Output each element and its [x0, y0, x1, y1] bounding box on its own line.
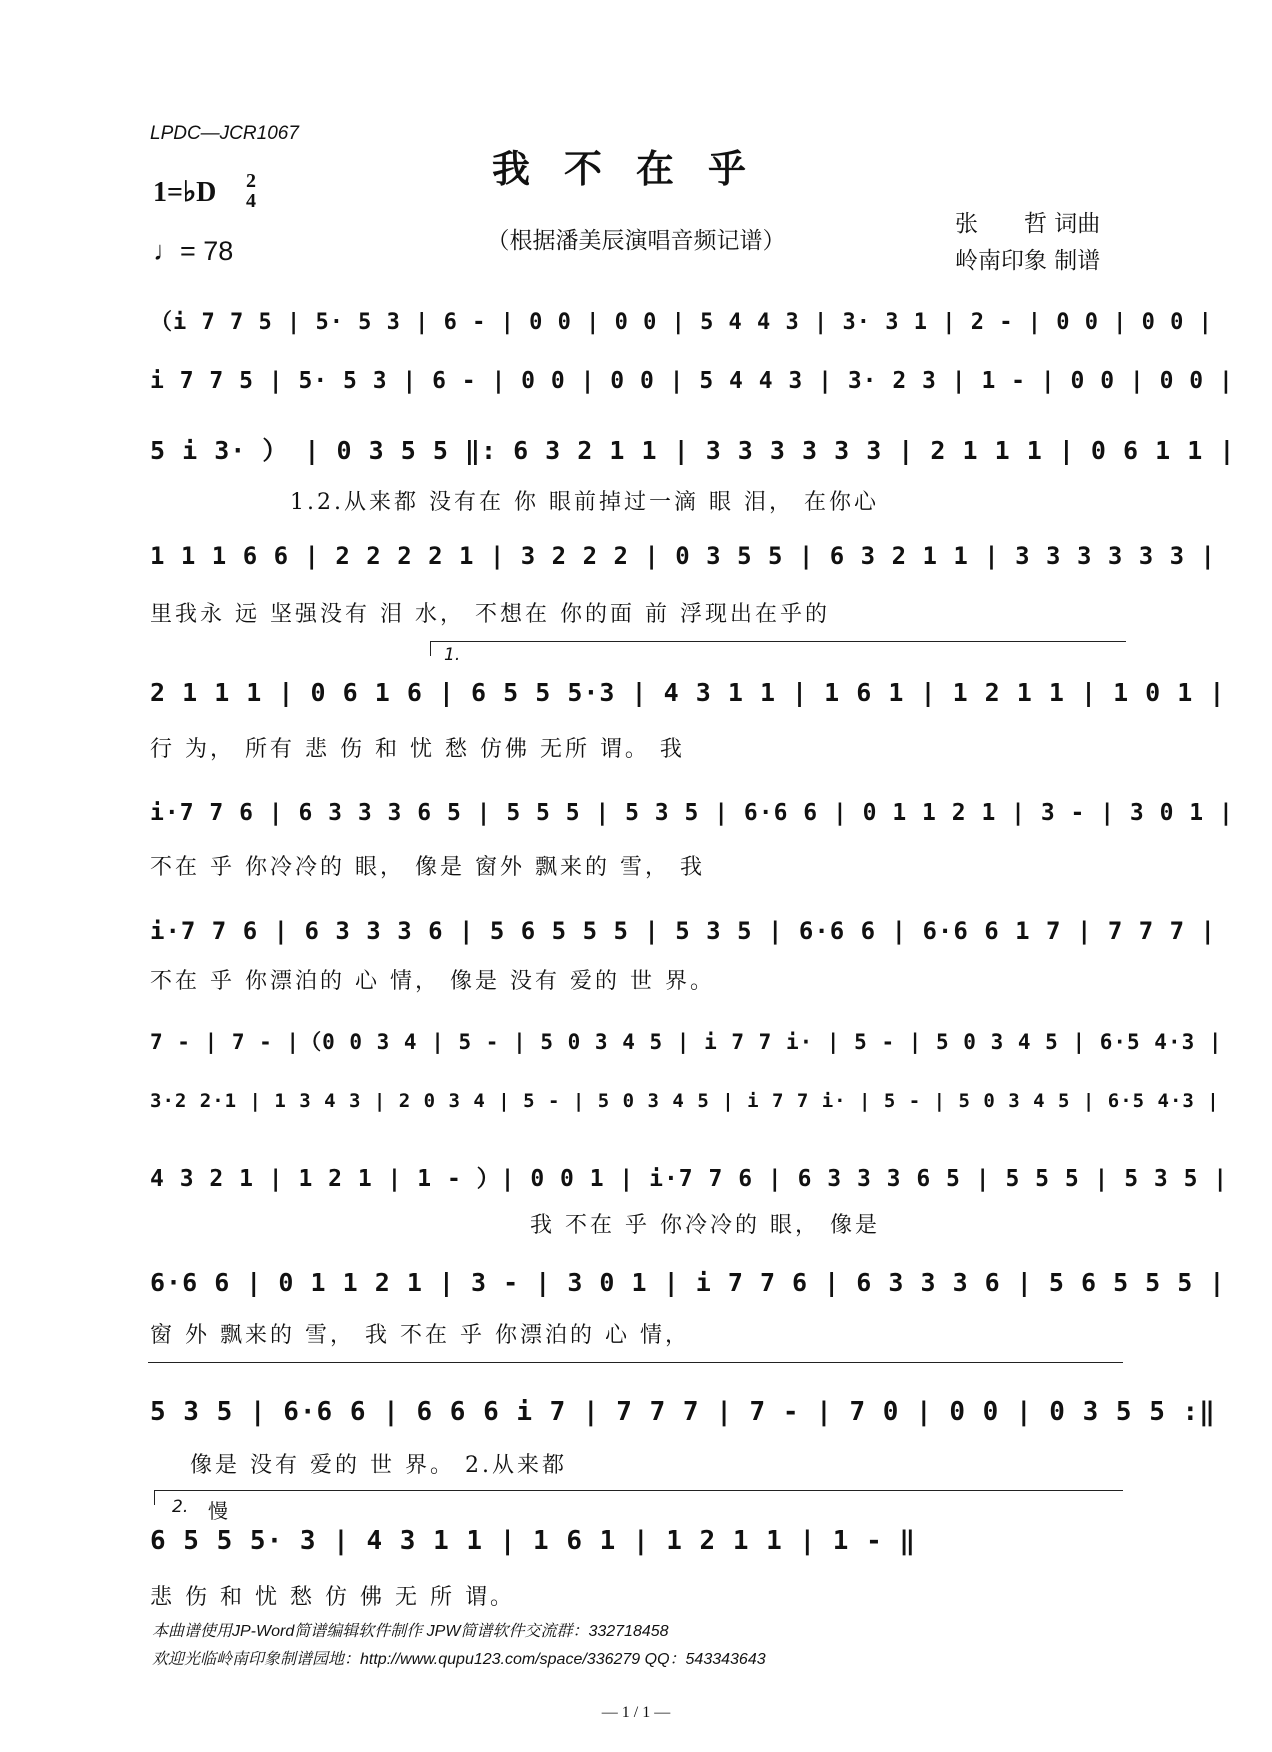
score-line-3-notes: 5 i 3· ） | 0 3 5 5 ‖: 6 3 2 1 1 | 3 3 3 3 3 3 | 2 1 1 1 | 0 6 1 1 |: [150, 436, 1236, 465]
volta-bracket-1: [430, 641, 1126, 656]
score-line-13-lyrics: 悲 伤 和 忧 愁 仿 佛 无 所 谓。: [150, 1585, 515, 1610]
volta-bracket-2: [154, 1490, 1123, 1505]
score-line-5-notes: 2 1 1 1 | 0 6 1 6 | 6 5 5 5·3 | 4 3 1 1 | 1 6 1 | 1 2 1 1 | 1 0 1 |: [150, 678, 1226, 707]
tempo-marking: ♩= 78: [153, 236, 234, 266]
score-line-12-lyrics: 像是 没有 爱的 世 界。 2.从来都: [190, 1453, 567, 1478]
score-line-11-notes: 6·6 6 | 0 1 1 2 1 | 3 - | 3 0 1 | i 7 7 6 | 6 3 3 3 6 | 5 6 5 5 5 |: [150, 1268, 1226, 1297]
score-line-11-lyrics: 窗 外 飘来的 雪， 我 不在 乎 你漂泊的 心 情，: [150, 1323, 690, 1348]
score-line-5-lyrics: 行 为， 所有 悲 伤 和 忧 愁 仿佛 无所 谓。 我: [150, 737, 685, 762]
score-line-9-notes: 3·2 2·1 | 1 3 4 3 | 2 0 3 4 | 5 - | 5 0 3 4 5 | i 7 7 i· | 5 - | 5 0 3 4 5 | 6·5 4·3 |: [150, 1090, 1220, 1112]
time-signature-top: 2: [246, 170, 256, 192]
composer-credit: 张 哲 词曲: [955, 211, 1101, 237]
score-line-13-notes: 6 5 5 5· 3 | 4 3 1 1 | 1 6 1 | 1 2 1 1 | 1 - ‖: [150, 1526, 917, 1556]
repeat-bracket: [148, 1362, 1123, 1377]
score-code: LPDC—JCR1067: [150, 123, 299, 144]
score-line-7-lyrics: 不在 乎 你漂泊的 心 情， 像是 没有 爱的 世 界。: [150, 969, 715, 994]
score-line-4-lyrics: 里我永 远 坚强没有 泪 水， 不想在 你的面 前 浮现出在乎的: [150, 602, 830, 627]
score-line-2-notes: i 7 7 5 | 5· 5 3 | 6 - | 0 0 | 0 0 | 5 4 4 3 | 3· 2 3 | 1 - | 0 0 | 0 0 |: [150, 368, 1234, 394]
time-signature-bottom: 4: [246, 190, 256, 212]
page-number: — 1 / 1 —: [601, 1704, 671, 1721]
footer-website-note: 欢迎光临岭南印象制谱园地：http://www.qupu123.com/space/336279 QQ：543343643: [152, 1651, 766, 1668]
time-signature: [246, 171, 256, 211]
score-line-6-lyrics: 不在 乎 你冷冷的 眼， 像是 窗外 飘来的 雪， 我: [150, 855, 705, 880]
score-line-4-notes: 1 1 1 6 6 | 2 2 2 2 1 | 3 2 2 2 | 0 3 5 5 | 6 3 2 1 1 | 3 3 3 3 3 3 |: [150, 542, 1216, 570]
score-line-10-notes: 4 3 2 1 | 1 2 1 | 1 - ）| 0 0 1 | i·7 7 6 | 6 3 3 3 6 5 | 5 5 5 | 5 3 5 |: [150, 1166, 1229, 1192]
subtitle: （根据潘美辰演唱音频记谱）: [486, 228, 786, 254]
score-line-12-notes: 5 3 5 | 6·6 6 | 6 6 6 i 7 | 7 7 7 | 7 - | 7 0 | 0 0 | 0 3 5 5 :‖: [150, 1397, 1216, 1427]
transcriber-credit: 岭南印象 制谱: [955, 248, 1101, 274]
score-line-3-lyrics: 1.2.从来都 没有在 你 眼前掉过一滴 眼 泪， 在你心: [290, 490, 879, 515]
score-line-7-notes: i·7 7 6 | 6 3 3 3 6 | 5 6 5 5 5 | 5 3 5 | 6·6 6 | 6·6 6 1 7 | 7 7 7 |: [150, 917, 1216, 945]
slow-marking: 慢: [208, 1499, 228, 1523]
score-line-10-lyrics: 我 不在 乎 你冷冷的 眼， 像是: [530, 1213, 880, 1238]
volta-label-2: 2.: [172, 1497, 189, 1517]
song-title: 我不在乎: [491, 146, 780, 191]
score-line-1-notes: （i 7 7 5 | 5· 5 3 | 6 - | 0 0 | 0 0 | 5 4 4 3 | 3· 3 1 | 2 - | 0 0 | 0 0 |: [150, 310, 1213, 335]
score-line-6-notes: i·7 7 6 | 6 3 3 3 6 5 | 5 5 5 | 5 3 5 | 6·6 6 | 0 1 1 2 1 | 3 - | 3 0 1 |: [150, 800, 1234, 826]
score-line-8-notes: 7 - | 7 - |（0 0 3 4 | 5 - | 5 0 3 4 5 | i 7 7 i· | 5 - | 5 0 3 4 5 | 6·5 4·3 |: [150, 1030, 1223, 1054]
footer-software-note: 本曲谱使用JP-Word简谱编辑软件制作 JPW简谱软件交流群：332718458: [152, 1623, 669, 1640]
volta-label-1: 1.: [444, 645, 461, 665]
key-signature: 1=♭D: [153, 177, 217, 208]
